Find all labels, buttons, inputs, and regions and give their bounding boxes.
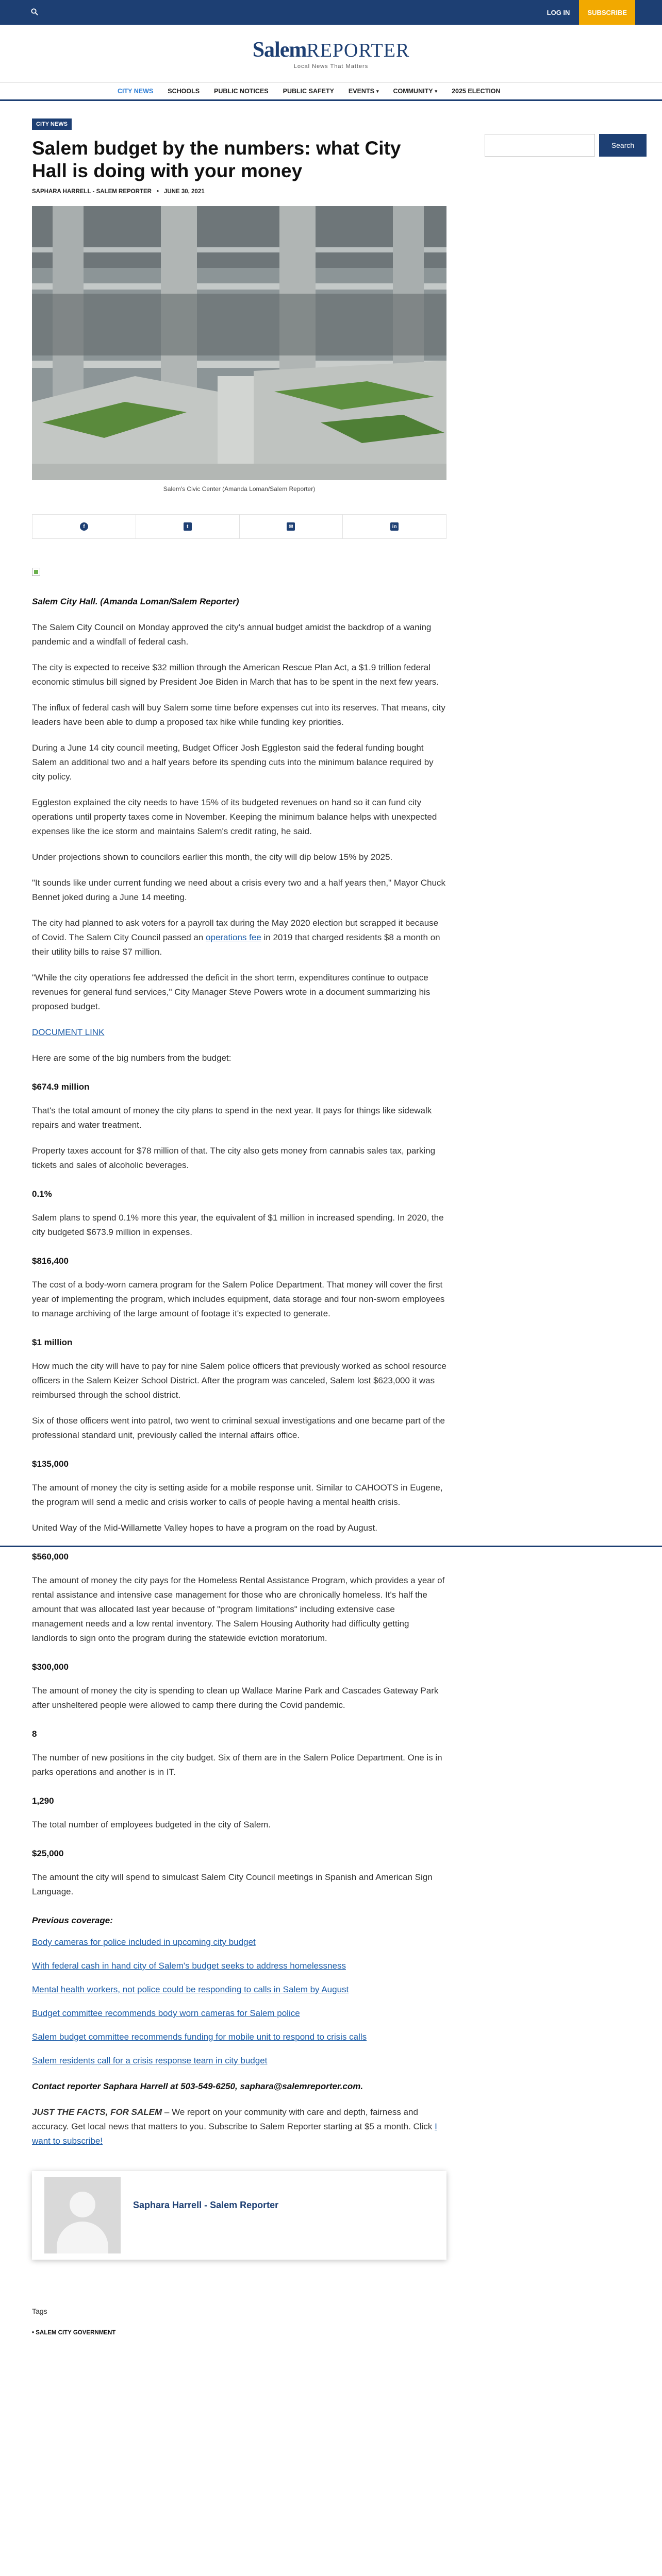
facebook-icon: f xyxy=(80,522,88,531)
contact-email[interactable]: saphara@salemreporter.com xyxy=(240,2081,361,2091)
paragraph: Eggleston explained the city needs to have 15% of its budgeted revenues on hand so it can fund city operations until property taxes come in November. Keeping the minimum balance helps with unexpected expenses like the ice storm and maintains Salem's credit rating, he said. xyxy=(32,798,437,836)
previous-coverage-link[interactable]: Mental health workers, not police could be responding to calls in Salem by August xyxy=(32,1985,349,1994)
budget-figure: 8 xyxy=(32,1729,37,1739)
nav-schools[interactable] xyxy=(168,88,200,95)
paragraph: Salem plans to spend 0.1% more this year, the equivalent of $1 million in increased spending. In 2020, the city budgeted $673.9 million in expenses. xyxy=(32,1213,444,1237)
budget-figure: $560,000 xyxy=(32,1552,69,1562)
nav-label: EVENTS xyxy=(348,88,374,95)
article-title: Salem budget by the numbers: what City Hall is doing with your money xyxy=(32,138,401,181)
paragraph: The amount of money the city pays for the Homeless Rental Assistance Program, which provides a year of rental assistance and intensive case management for those who are chronically homeless. It's half the amount that was allocated last year because of "program limitations" including extensive case management needs and a low rental inventory. The Salem Housing Authority had difficulty getting landlords to sign onto the program during the statewide eviction moratorium. xyxy=(32,1575,445,1643)
paragraph: United Way of the Mid-Willamette Valley hopes to have a program on the road by August. xyxy=(32,1523,377,1533)
document-link[interactable]: DOCUMENT LINK xyxy=(32,1027,105,1037)
search-button[interactable]: Search xyxy=(599,134,647,157)
publish-date: JUNE 30, 2021 xyxy=(163,189,205,195)
previous-coverage-item xyxy=(32,2054,446,2068)
paragraph: The amount the city will spend to simulcast Salem City Council meetings in Spanish and American Sign Language. xyxy=(32,1872,433,1896)
subscribe-button[interactable]: SUBSCRIBE xyxy=(579,0,635,25)
email-icon: ✉ xyxy=(287,522,295,531)
share-email-button[interactable] xyxy=(240,515,343,538)
paragraph-text: The city had planned to ask voters for a payroll tax during the May 2020 election but scrapped it because of Covid. The Salem City Council passed an xyxy=(32,918,439,942)
paragraph xyxy=(32,916,446,959)
previous-coverage-item xyxy=(32,2030,446,2044)
byline-separator: • xyxy=(156,189,159,195)
site-logo-area xyxy=(0,25,662,82)
paragraph: The cost of a body-worn camera program for the Salem Police Department. That money will cover the first year of implementing the program, which includes equipment, data storage and four non-sworn employees to manage archiving of the large amount of footage it's expected to generate. xyxy=(32,1280,445,1318)
site-tagline: Local News That Matters xyxy=(293,63,369,70)
paragraph: Here are some of the big numbers from the budget: xyxy=(32,1053,231,1063)
nav-label: PUBLIC SAFETY xyxy=(283,88,334,95)
logo-salem: Salem xyxy=(252,38,307,62)
author-link[interactable]: SAPHARA HARRELL - SALEM REPORTER xyxy=(32,189,152,195)
previous-coverage-item xyxy=(32,1982,446,1997)
pitch-text: – We report on your community with care and depth, fairness and accuracy. Get local news that matters to you. Subscribe to Salem Reporter starting at $5 a month. Click xyxy=(32,2107,435,2131)
twitter-icon: t xyxy=(184,522,192,531)
share-twitter-button[interactable] xyxy=(136,515,240,538)
paragraph: The city is expected to receive $32 million through the American Rescue Plan Act, a $1.9 trillion federal economic stimulus bill signed by President Joe Biden in March that has to be spent in the next few years. xyxy=(32,663,439,687)
broken-image-icon xyxy=(32,568,40,576)
tags-label: Tags xyxy=(32,2307,47,2315)
tag-link[interactable] xyxy=(32,2330,446,2336)
avatar xyxy=(44,2177,121,2253)
previous-coverage-item xyxy=(32,2006,446,2021)
nav-label: 2025 ELECTION xyxy=(452,88,501,95)
photo-caption: Salem City Hall. (Amanda Loman/Salem Reporter) xyxy=(32,597,239,606)
contact-text: Contact reporter Saphara Harrell at 503-549-6250, xyxy=(32,2081,240,2091)
author-box-name[interactable]: Saphara Harrell - Salem Reporter xyxy=(133,2199,279,2210)
chevron-down-icon: ▾ xyxy=(376,88,379,94)
budget-figure: 1,290 xyxy=(32,1796,54,1806)
subscribe-pitch xyxy=(32,2105,446,2148)
budget-figure: $1 million xyxy=(32,1337,73,1347)
hero-caption: Salem's Civic Center (Amanda Loman/Salem Reporter) xyxy=(163,485,316,493)
share-bar xyxy=(32,514,446,539)
share-facebook-button[interactable] xyxy=(32,515,136,538)
paragraph xyxy=(32,1025,446,1040)
previous-coverage-link[interactable]: Salem budget committee recommends funding for mobile unit to respond to crisis calls xyxy=(32,2032,367,2042)
tag-bullet: • xyxy=(32,2330,36,2336)
contact-info xyxy=(32,2079,446,2094)
nav-label: PUBLIC NOTICES xyxy=(214,88,269,95)
subscribe-link[interactable]: I want to subscribe! xyxy=(32,2122,437,2146)
linkedin-icon: in xyxy=(390,522,399,531)
budget-figure: 0.1% xyxy=(32,1189,52,1199)
section-divider xyxy=(0,1546,662,1547)
category-badge[interactable]: CITY NEWS xyxy=(32,118,72,130)
paragraph: Property taxes account for $78 million of that. The city also gets money from cannabis sales tax, parking tickets and sales of alcoholic beverages. xyxy=(32,1146,436,1170)
budget-figure: $300,000 xyxy=(32,1662,69,1672)
budget-figure: $25,000 xyxy=(32,1849,64,1858)
login-link[interactable]: LOG IN xyxy=(547,8,570,16)
previous-coverage-link[interactable]: Body cameras for police included in upcoming city budget xyxy=(32,1937,256,1947)
top-bar xyxy=(0,0,662,25)
nav-label: COMMUNITY xyxy=(393,88,433,95)
nav-city-news[interactable] xyxy=(118,88,153,95)
nav-label: SCHOOLS xyxy=(168,88,200,95)
byline xyxy=(32,189,446,195)
paragraph: How much the city will have to pay for nine Salem police officers that previously worked as school resource officers in the Salem Keizer School District. After the program was canceled, Salem lost $623,000 it was reimbursed through the school district. xyxy=(32,1361,446,1400)
previous-coverage-link[interactable]: Salem residents call for a crisis response team in city budget xyxy=(32,2056,268,2065)
logo-reporter: REPORTER xyxy=(306,40,410,61)
sidebar xyxy=(485,118,650,2336)
budget-figure: $674.9 million xyxy=(32,1082,90,1092)
paragraph: The influx of federal cash will buy Salem some time before expenses cut into its reserves. That means, city leaders have been able to dump a proposed tax hike while funding key priorities. xyxy=(32,703,445,727)
paragraph: The amount of money the city is setting aside for a mobile response unit. Similar to CAHOOTS in Eugene, the program will send a medic and crisis worker to calls of people having a mental health crisis. xyxy=(32,1483,443,1507)
paragraph: The Salem City Council on Monday approved the city's annual budget amidst the backdrop of a waning pandemic and a windfall of federal cash. xyxy=(32,622,432,647)
sidebar-search xyxy=(485,134,650,157)
article-main xyxy=(32,118,446,2336)
budget-figure: $816,400 xyxy=(32,1256,69,1266)
article-body xyxy=(32,595,446,2148)
budget-figure: $135,000 xyxy=(32,1459,69,1469)
search-input[interactable] xyxy=(485,134,595,157)
paragraph: The total number of employees budgeted in the city of Salem. xyxy=(32,1820,271,1829)
nav-label: CITY NEWS xyxy=(118,88,154,95)
paragraph: The amount of money the city is spending to clean up Wallace Marine Park and Cascades Gateway Park after unsheltered people were allowed to camp there during the Covid pandemic. xyxy=(32,1686,439,1710)
main-nav xyxy=(0,82,662,101)
paragraph-text: in 2019 that charged residents $8 a month on their utility bills to raise $7 million. xyxy=(32,933,440,957)
previous-coverage-item xyxy=(32,1959,446,1973)
paragraph: During a June 14 city council meeting, Budget Officer Josh Eggleston said the federal funding bought Salem an additional two and a half years before its spending cuts into the minimum balance required by city policy. xyxy=(32,743,434,782)
paragraph: "It sounds like under current funding we need about a crisis every two and a half years then," Mayor Chuck Bennet joked during a June 14 meeting. xyxy=(32,878,446,902)
previous-coverage-heading: Previous coverage: xyxy=(32,1916,113,1925)
share-linkedin-button[interactable] xyxy=(343,515,446,538)
paragraph: That's the total amount of money the city plans to spend in the next year. It pays for things like sidewalk repairs and water treatment. xyxy=(32,1106,432,1130)
contact-text: . xyxy=(360,2081,363,2091)
paragraph: Six of those officers went into patrol, two went to criminal sexual investigations and one became part of the professional standard unit, previously called the internal affairs office. xyxy=(32,1416,445,1440)
nav-events[interactable] xyxy=(349,88,379,95)
hero-image xyxy=(32,206,446,480)
nav-community[interactable] xyxy=(393,88,437,95)
chevron-down-icon: ▾ xyxy=(435,88,438,94)
paragraph: "While the city operations fee addressed the deficit in the short term, expenditures continue to outpace revenues for general fund services," City Manager Steve Powers wrote in a document summarizing his proposed budget. xyxy=(32,973,431,1011)
author-box xyxy=(32,2171,446,2260)
tags-section xyxy=(32,2307,446,2336)
operations-fee-link[interactable]: operations fee xyxy=(206,933,261,942)
paragraph: The number of new positions in the city budget. Six of them are in the Salem Police Department. One is in parks operations and another is in IT. xyxy=(32,1753,442,1777)
nav-2025-election[interactable] xyxy=(452,88,500,95)
tag-label: SALEM CITY GOVERNMENT xyxy=(36,2330,116,2336)
pitch-heading: JUST THE FACTS, FOR SALEM xyxy=(32,2107,162,2117)
paragraph: Under projections shown to councilors earlier this month, the city will dip below 15% by 2025. xyxy=(32,852,393,862)
nav-public-notices[interactable] xyxy=(214,88,269,95)
previous-coverage-item xyxy=(32,1935,446,1950)
previous-coverage-link[interactable]: With federal cash in hand city of Salem's budget seeks to address homelessness xyxy=(32,1961,346,1971)
nav-public-safety[interactable] xyxy=(283,88,334,95)
previous-coverage-link[interactable]: Budget committee recommends body worn cameras for Salem police xyxy=(32,2008,300,2018)
site-logo[interactable] xyxy=(253,38,410,62)
search-icon[interactable] xyxy=(27,7,42,18)
